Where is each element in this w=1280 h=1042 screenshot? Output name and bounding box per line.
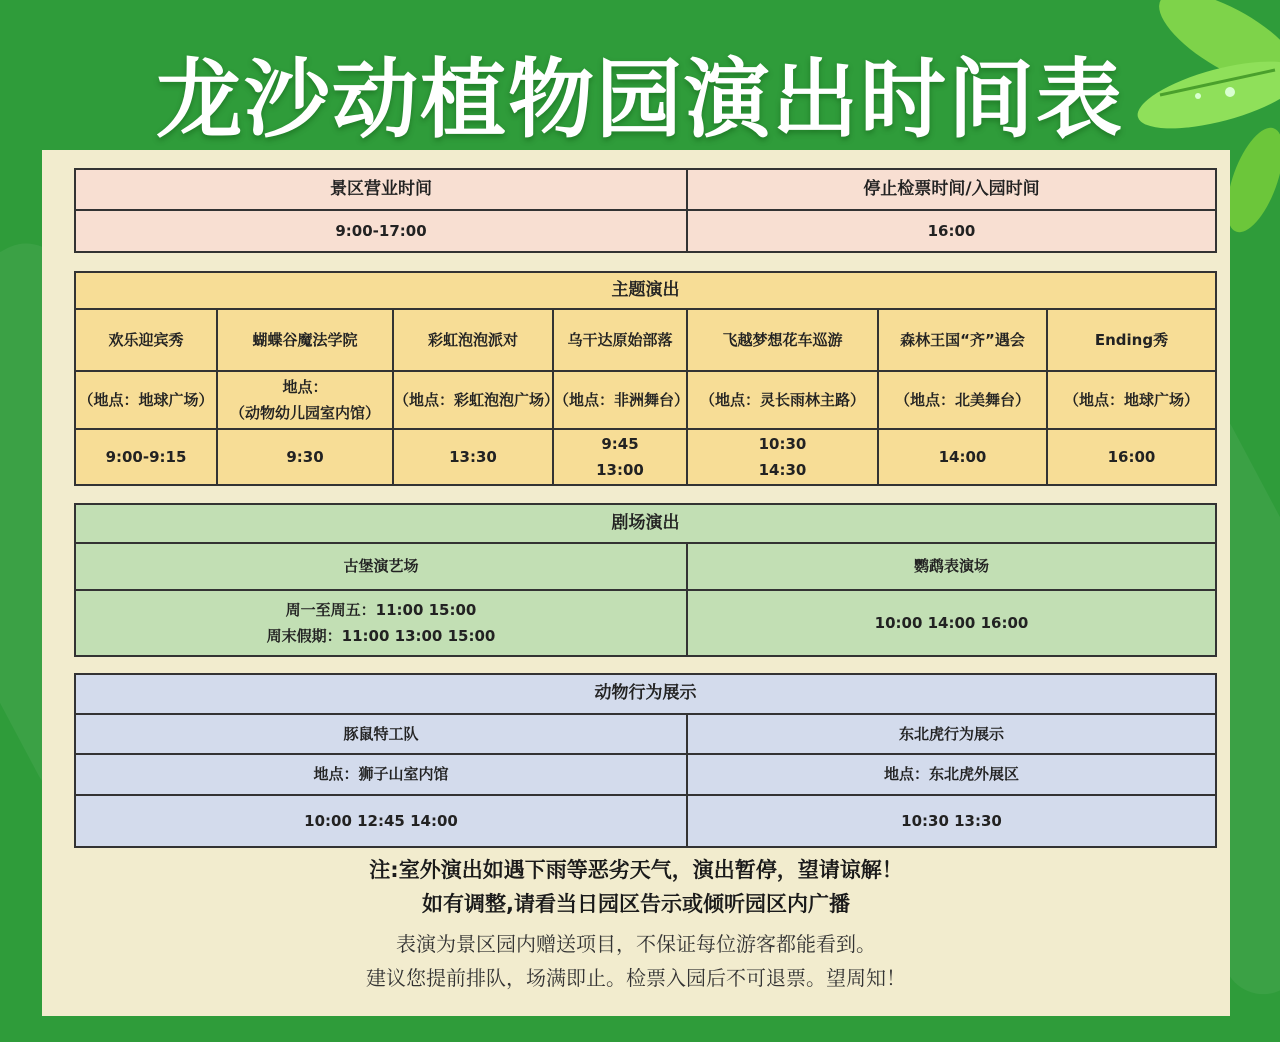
text-line: 9:00-9:15: [105, 447, 187, 466]
disclaimer-note: 表演为景区园内赠送项目，不保证每位游客都能看到。: [396, 932, 876, 956]
parrot-times: 10:00 14:00 16:00: [687, 590, 1216, 656]
text-line: 14:00: [938, 447, 987, 466]
text-line: 10:30: [758, 434, 807, 453]
text-line: 14:30: [758, 461, 807, 479]
text-line: （地点：灵长雨林主路）: [699, 390, 865, 409]
animal-show-location: 地点：狮子山室内馆: [75, 754, 687, 795]
text-line: （地点：地球广场）: [1063, 390, 1199, 409]
show-time: [878, 429, 1047, 485]
animal-show-times: 10:00 12:45 14:00: [75, 795, 687, 847]
page-title: 龙沙动植物园演出时间表: [156, 50, 1124, 150]
show-location: [553, 371, 690, 429]
weather-note: 注:室外演出如遇下雨等恶劣天气，演出暂停，望请谅解！: [369, 858, 903, 882]
theater-shows-table: [74, 503, 1217, 657]
last-entry-header: 停止检票时间/入园时间: [687, 169, 1216, 210]
text-line: 16:00: [1107, 447, 1156, 466]
animal-shows-header: 动物行为展示: [75, 674, 1216, 714]
show-name: 欢乐迎宾秀: [75, 309, 217, 371]
show-name: 乌干达原始部落: [553, 309, 687, 371]
show-time: [393, 429, 553, 485]
text-line: （地点：非洲舞台）: [554, 390, 690, 409]
show-name: 飞越梦想花车巡游: [687, 309, 878, 371]
show-name: 彩虹泡泡派对: [393, 309, 553, 371]
text-line: （地点：彩虹泡泡广场）: [394, 390, 560, 409]
text-line: 13:00: [596, 461, 644, 479]
show-location: [1047, 371, 1216, 429]
show-time: [75, 429, 217, 485]
queue-note: 建议您提前排队，场满即止。检票入园后不可退票。望周知！: [366, 966, 906, 990]
animal-shows-table: [74, 673, 1217, 848]
show-location: [878, 371, 1047, 429]
last-entry-value: 16:00: [687, 210, 1216, 252]
schedule-panel: [42, 150, 1230, 1016]
show-time: [687, 429, 878, 485]
venue-name: 古堡演艺场: [75, 543, 687, 590]
show-location: [393, 371, 560, 429]
text-line: 周末假期：11:00 13:00 15:00: [266, 627, 496, 645]
show-location: [687, 371, 878, 429]
show-time: [217, 429, 393, 485]
venue-name: 鹦鹉表演场: [687, 543, 1216, 590]
show-location: [217, 371, 393, 429]
show-time: [1047, 429, 1216, 485]
text-line: （地点：北美舞台）: [894, 390, 1030, 409]
business-hours-value: 9:00-17:00: [75, 210, 687, 252]
animal-show-name: 豚鼠特工队: [75, 714, 687, 754]
show-name: 蝴蝶谷魔法学院: [217, 309, 393, 371]
show-name: Ending秀: [1047, 309, 1216, 371]
animal-show-location: 地点：东北虎外展区: [687, 754, 1216, 795]
show-time: [553, 429, 687, 485]
business-hours-table: [74, 168, 1217, 253]
text-line: 周一至周五：11:00 15:00: [285, 600, 477, 619]
theater-shows-header: 剧场演出: [75, 504, 1216, 543]
text-line: （地点：地球广场）: [78, 390, 214, 409]
show-location: [75, 371, 217, 429]
text-line: 地点：: [282, 377, 328, 396]
text-line: 9:45: [601, 434, 639, 453]
adjustment-note: 如有调整,请看当日园区告示或倾听园区内广播: [422, 892, 850, 916]
show-name: 森林王国“齐”遇会: [878, 309, 1047, 371]
theme-shows-table: [74, 271, 1217, 486]
text-line: （动物幼儿园室内馆）: [229, 404, 380, 422]
animal-show-times: 10:30 13:30: [687, 795, 1216, 847]
text-line: 13:30: [449, 447, 497, 466]
castle-times: [75, 590, 687, 656]
animal-show-name: 东北虎行为展示: [687, 714, 1216, 754]
text-line: 9:30: [286, 447, 324, 466]
business-hours-header: 景区营业时间: [75, 169, 687, 210]
theme-shows-header: 主题演出: [75, 272, 1216, 309]
